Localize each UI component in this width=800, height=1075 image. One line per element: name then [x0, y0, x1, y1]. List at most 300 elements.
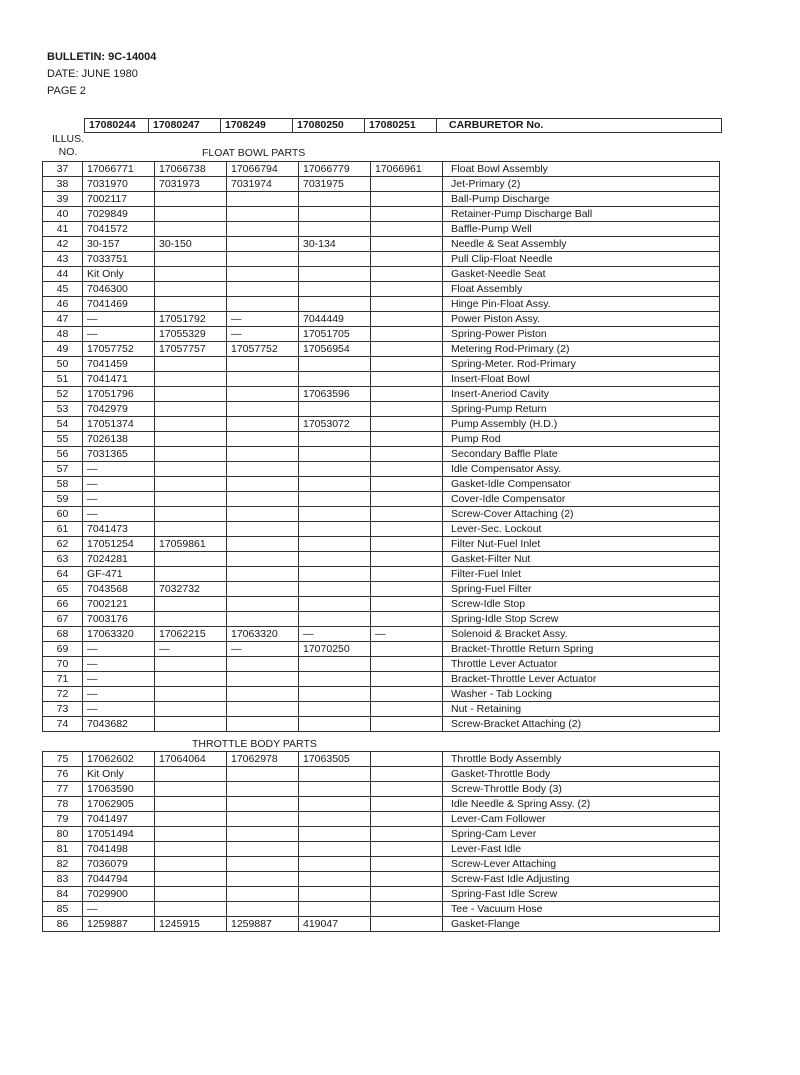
part-number: 1259887 — [83, 917, 155, 932]
part-number: 17066794 — [227, 162, 299, 177]
part-number: 30-157 — [83, 237, 155, 252]
part-number: — — [299, 627, 371, 642]
part-number — [299, 357, 371, 372]
part-description: Gasket-Needle Seat — [443, 267, 720, 282]
part-number: — — [83, 507, 155, 522]
part-description: Ball-Pump Discharge — [443, 192, 720, 207]
illus-number: 55 — [43, 432, 83, 447]
part-number: 17055329 — [155, 327, 227, 342]
part-number — [155, 797, 227, 812]
part-number — [299, 297, 371, 312]
part-number — [299, 522, 371, 537]
part-description: Cover-Idle Compensator — [443, 492, 720, 507]
part-number — [371, 207, 443, 222]
part-description: Spring-Power Piston — [443, 327, 720, 342]
illus-number: 62 — [43, 537, 83, 552]
part-number: 7041497 — [83, 812, 155, 827]
part-number: — — [83, 462, 155, 477]
part-number — [299, 842, 371, 857]
illus-number: 80 — [43, 827, 83, 842]
part-number: 17062905 — [83, 797, 155, 812]
part-number — [299, 827, 371, 842]
part-description: Secondary Baffle Plate — [443, 447, 720, 462]
part-number: 7033751 — [83, 252, 155, 267]
part-description: Spring-Meter. Rod-Primary — [443, 357, 720, 372]
part-number: 7041498 — [83, 842, 155, 857]
part-description: Gasket-Filter Nut — [443, 552, 720, 567]
part-number: 17057757 — [155, 342, 227, 357]
part-number — [227, 582, 299, 597]
part-number — [371, 597, 443, 612]
table-row — [43, 387, 720, 402]
part-number — [371, 432, 443, 447]
part-description: Screw-Cover Attaching (2) — [443, 507, 720, 522]
part-number — [155, 672, 227, 687]
float-bowl-parts-table — [42, 161, 720, 732]
part-number — [299, 717, 371, 732]
part-number — [227, 207, 299, 222]
table-row — [43, 552, 720, 567]
part-description: Spring-Cam Lever — [443, 827, 720, 842]
part-description: Needle & Seat Assembly — [443, 237, 720, 252]
part-number: 7031973 — [155, 177, 227, 192]
illus-number: 82 — [43, 857, 83, 872]
part-number: 7042979 — [83, 402, 155, 417]
illus-number: 85 — [43, 902, 83, 917]
table-row — [43, 222, 720, 237]
part-description: Spring-Fuel Filter — [443, 582, 720, 597]
carb-number: 1708249 — [221, 119, 293, 133]
table-row — [43, 177, 720, 192]
part-description: Spring-Fast Idle Screw — [443, 887, 720, 902]
part-number — [227, 417, 299, 432]
part-number — [299, 282, 371, 297]
part-number — [155, 842, 227, 857]
part-number — [155, 417, 227, 432]
part-number — [371, 297, 443, 312]
part-description: Filter Nut-Fuel Inlet — [443, 537, 720, 552]
illus-number: 86 — [43, 917, 83, 932]
table-row — [43, 477, 720, 492]
part-number: — — [83, 327, 155, 342]
part-number: — — [83, 902, 155, 917]
part-number: 17051254 — [83, 537, 155, 552]
table-row — [43, 492, 720, 507]
illus-number: 63 — [43, 552, 83, 567]
illus-number: 74 — [43, 717, 83, 732]
illus-number: 61 — [43, 522, 83, 537]
part-number — [371, 552, 443, 567]
part-description: Screw-Bracket Attaching (2) — [443, 717, 720, 732]
part-number — [227, 672, 299, 687]
part-number: 7029849 — [83, 207, 155, 222]
part-number: Kit Only — [83, 267, 155, 282]
part-number — [299, 192, 371, 207]
table-row — [43, 267, 720, 282]
part-number — [155, 252, 227, 267]
part-number — [227, 252, 299, 267]
part-number — [299, 252, 371, 267]
part-number — [371, 402, 443, 417]
part-number — [155, 432, 227, 447]
part-number — [299, 702, 371, 717]
part-number — [227, 812, 299, 827]
part-number: 17062602 — [83, 752, 155, 767]
part-number — [299, 687, 371, 702]
part-description: Gasket-Idle Compensator — [443, 477, 720, 492]
part-number — [227, 222, 299, 237]
part-description: Baffle-Pump Well — [443, 222, 720, 237]
illus-number: 64 — [43, 567, 83, 582]
part-number — [299, 872, 371, 887]
part-number — [299, 567, 371, 582]
part-number — [227, 597, 299, 612]
part-number: 17063320 — [83, 627, 155, 642]
part-number: 17051796 — [83, 387, 155, 402]
part-number: 17057752 — [227, 342, 299, 357]
part-number — [299, 782, 371, 797]
table-row — [43, 462, 720, 477]
table-row — [43, 192, 720, 207]
part-number — [227, 297, 299, 312]
part-description: Idle Needle & Spring Assy. (2) — [443, 797, 720, 812]
part-description: Bracket-Throttle Return Spring — [443, 642, 720, 657]
table-row — [43, 827, 720, 842]
illus-number: 38 — [43, 177, 83, 192]
table-row — [43, 672, 720, 687]
part-number — [155, 887, 227, 902]
part-number — [371, 282, 443, 297]
table-row — [43, 887, 720, 902]
part-number: 7024281 — [83, 552, 155, 567]
illus-number: 54 — [43, 417, 83, 432]
illus-number: 73 — [43, 702, 83, 717]
part-number — [371, 492, 443, 507]
part-number — [371, 387, 443, 402]
part-number — [227, 842, 299, 857]
part-number — [227, 267, 299, 282]
part-number — [155, 872, 227, 887]
illus-number: 59 — [43, 492, 83, 507]
illus-number: 48 — [43, 327, 83, 342]
part-number — [371, 767, 443, 782]
illus-number: 47 — [43, 312, 83, 327]
part-description: Gasket-Flange — [443, 917, 720, 932]
part-number — [371, 192, 443, 207]
part-number: 17064064 — [155, 752, 227, 767]
table-row — [43, 327, 720, 342]
part-number — [371, 902, 443, 917]
illus-number: 53 — [43, 402, 83, 417]
throttle-body-section-title: THROTTLE BODY PARTS — [192, 738, 317, 750]
part-number: 17066961 — [371, 162, 443, 177]
table-row — [43, 537, 720, 552]
part-number — [299, 582, 371, 597]
table-row — [43, 417, 720, 432]
part-number — [299, 537, 371, 552]
table-row — [43, 522, 720, 537]
part-number — [299, 597, 371, 612]
carburetor-number-header — [84, 118, 722, 133]
part-number — [371, 582, 443, 597]
part-description: Spring-Pump Return — [443, 402, 720, 417]
table-row — [43, 282, 720, 297]
table-row — [43, 717, 720, 732]
part-number — [227, 282, 299, 297]
part-number — [227, 702, 299, 717]
carburetor-label: CARBURETOR No. — [437, 119, 722, 133]
part-number — [371, 827, 443, 842]
table-row — [43, 657, 720, 672]
table-row — [43, 312, 720, 327]
part-number — [371, 717, 443, 732]
part-number: 7043682 — [83, 717, 155, 732]
table-row — [43, 372, 720, 387]
part-number: 17066738 — [155, 162, 227, 177]
part-number — [155, 612, 227, 627]
part-number: — — [83, 702, 155, 717]
part-number — [227, 567, 299, 582]
part-number — [299, 657, 371, 672]
part-number: — — [83, 477, 155, 492]
part-number: 7026138 — [83, 432, 155, 447]
part-number: 7031365 — [83, 447, 155, 462]
throttle-body-parts-table — [42, 751, 720, 932]
illus-number: 70 — [43, 657, 83, 672]
part-number — [371, 312, 443, 327]
part-description: Lever-Cam Follower — [443, 812, 720, 827]
part-number: 17062978 — [227, 752, 299, 767]
part-number — [299, 857, 371, 872]
table-row — [43, 567, 720, 582]
carb-number: 17080244 — [85, 119, 149, 133]
part-number: 17051705 — [299, 327, 371, 342]
part-number — [371, 782, 443, 797]
part-number — [371, 612, 443, 627]
part-number — [299, 402, 371, 417]
part-description: Throttle Lever Actuator — [443, 657, 720, 672]
part-number — [227, 612, 299, 627]
part-number — [227, 402, 299, 417]
illus-number: 40 — [43, 207, 83, 222]
part-number: — — [83, 657, 155, 672]
part-description: Pump Assembly (H.D.) — [443, 417, 720, 432]
part-number: 17051374 — [83, 417, 155, 432]
part-number — [371, 267, 443, 282]
part-number — [371, 657, 443, 672]
illus-number: 71 — [43, 672, 83, 687]
illus-number: 51 — [43, 372, 83, 387]
table-row — [43, 642, 720, 657]
part-number — [299, 222, 371, 237]
illus-number: 52 — [43, 387, 83, 402]
part-number — [299, 477, 371, 492]
part-number — [155, 902, 227, 917]
part-description: Idle Compensator Assy. — [443, 462, 720, 477]
part-number — [227, 717, 299, 732]
part-number — [155, 387, 227, 402]
table-row — [43, 342, 720, 357]
part-description: Gasket-Throttle Body — [443, 767, 720, 782]
part-number — [371, 507, 443, 522]
illus-number: 60 — [43, 507, 83, 522]
part-number — [155, 507, 227, 522]
part-number: 7041469 — [83, 297, 155, 312]
part-number — [227, 432, 299, 447]
part-number: 7031975 — [299, 177, 371, 192]
part-number — [155, 492, 227, 507]
part-number — [299, 267, 371, 282]
part-description: Float Bowl Assembly — [443, 162, 720, 177]
part-number — [155, 767, 227, 782]
part-number — [155, 717, 227, 732]
part-number: — — [155, 642, 227, 657]
table-row — [43, 447, 720, 462]
table-row — [43, 597, 720, 612]
part-number — [227, 372, 299, 387]
illus-number: 65 — [43, 582, 83, 597]
part-number — [155, 357, 227, 372]
float-bowl-section-title: FLOAT BOWL PARTS — [202, 147, 306, 159]
part-number — [299, 767, 371, 782]
part-number — [371, 462, 443, 477]
illus-number: 81 — [43, 842, 83, 857]
part-number: 30-150 — [155, 237, 227, 252]
part-number: — — [83, 642, 155, 657]
part-description: Screw-Fast Idle Adjusting — [443, 872, 720, 887]
part-number: 7041473 — [83, 522, 155, 537]
table-row — [43, 872, 720, 887]
part-number — [371, 222, 443, 237]
part-number — [155, 597, 227, 612]
illus-number: 42 — [43, 237, 83, 252]
table-row — [43, 902, 720, 917]
part-number — [155, 812, 227, 827]
part-number — [155, 857, 227, 872]
part-number — [299, 552, 371, 567]
illus-number: 41 — [43, 222, 83, 237]
illus-number: 83 — [43, 872, 83, 887]
part-number: 7032732 — [155, 582, 227, 597]
part-description: Hinge Pin-Float Assy. — [443, 297, 720, 312]
part-description: Power Piston Assy. — [443, 312, 720, 327]
part-number — [227, 507, 299, 522]
part-number: 17051494 — [83, 827, 155, 842]
part-number: — — [83, 687, 155, 702]
illus-number: 84 — [43, 887, 83, 902]
part-number: 17063596 — [299, 387, 371, 402]
part-number — [155, 402, 227, 417]
part-number — [227, 872, 299, 887]
part-number — [371, 642, 443, 657]
part-number — [155, 267, 227, 282]
part-number: — — [83, 492, 155, 507]
part-number — [155, 522, 227, 537]
illus-number: 72 — [43, 687, 83, 702]
part-number: 17066771 — [83, 162, 155, 177]
illus-label-line: ILLUS. — [51, 133, 85, 145]
part-number — [371, 237, 443, 252]
part-number — [371, 342, 443, 357]
part-number: 419047 — [299, 917, 371, 932]
part-description: Jet-Primary (2) — [443, 177, 720, 192]
part-number — [227, 767, 299, 782]
illus-number: 45 — [43, 282, 83, 297]
part-number — [155, 657, 227, 672]
part-number — [227, 447, 299, 462]
table-row — [43, 507, 720, 522]
part-number — [299, 207, 371, 222]
illus-number: 49 — [43, 342, 83, 357]
part-number: 7031974 — [227, 177, 299, 192]
part-number: 7002121 — [83, 597, 155, 612]
table-row — [43, 627, 720, 642]
part-description: Tee - Vacuum Hose — [443, 902, 720, 917]
part-number: 7041459 — [83, 357, 155, 372]
part-number — [371, 327, 443, 342]
part-number: — — [227, 642, 299, 657]
part-description: Lever-Fast Idle — [443, 842, 720, 857]
table-row — [43, 432, 720, 447]
part-number — [227, 857, 299, 872]
part-description: Washer - Tab Locking — [443, 687, 720, 702]
part-number — [155, 782, 227, 797]
part-number — [227, 552, 299, 567]
part-number — [371, 917, 443, 932]
part-number — [371, 357, 443, 372]
part-number — [227, 357, 299, 372]
table-row — [43, 812, 720, 827]
part-number: 7041471 — [83, 372, 155, 387]
part-number — [371, 417, 443, 432]
carb-number: 17080247 — [149, 119, 221, 133]
bulletin-number: BULLETIN: 9C-14004 — [47, 51, 157, 63]
part-number: — — [227, 312, 299, 327]
part-number — [299, 492, 371, 507]
part-number — [155, 447, 227, 462]
table-row — [43, 782, 720, 797]
part-number: GF-471 — [83, 567, 155, 582]
part-number — [299, 672, 371, 687]
page-number: PAGE 2 — [47, 85, 86, 97]
part-number — [299, 612, 371, 627]
carb-number: 17080251 — [365, 119, 437, 133]
part-number — [227, 687, 299, 702]
table-row — [43, 767, 720, 782]
part-number — [155, 222, 227, 237]
part-number — [371, 857, 443, 872]
part-number: 17059861 — [155, 537, 227, 552]
illus-number: 57 — [43, 462, 83, 477]
part-number: 17063320 — [227, 627, 299, 642]
part-number: 17053072 — [299, 417, 371, 432]
part-number: 17062215 — [155, 627, 227, 642]
part-number: 7043568 — [83, 582, 155, 597]
part-number — [155, 702, 227, 717]
part-description: Pull Clip-Float Needle — [443, 252, 720, 267]
part-description: Lever-Sec. Lockout — [443, 522, 720, 537]
table-row — [43, 252, 720, 267]
part-number: 17051792 — [155, 312, 227, 327]
part-description: Screw-Lever Attaching — [443, 857, 720, 872]
part-number — [227, 537, 299, 552]
part-description: Pump Rod — [443, 432, 720, 447]
part-number: 7044794 — [83, 872, 155, 887]
part-number — [371, 672, 443, 687]
part-number: 17066779 — [299, 162, 371, 177]
part-number — [227, 782, 299, 797]
illus-number: 69 — [43, 642, 83, 657]
